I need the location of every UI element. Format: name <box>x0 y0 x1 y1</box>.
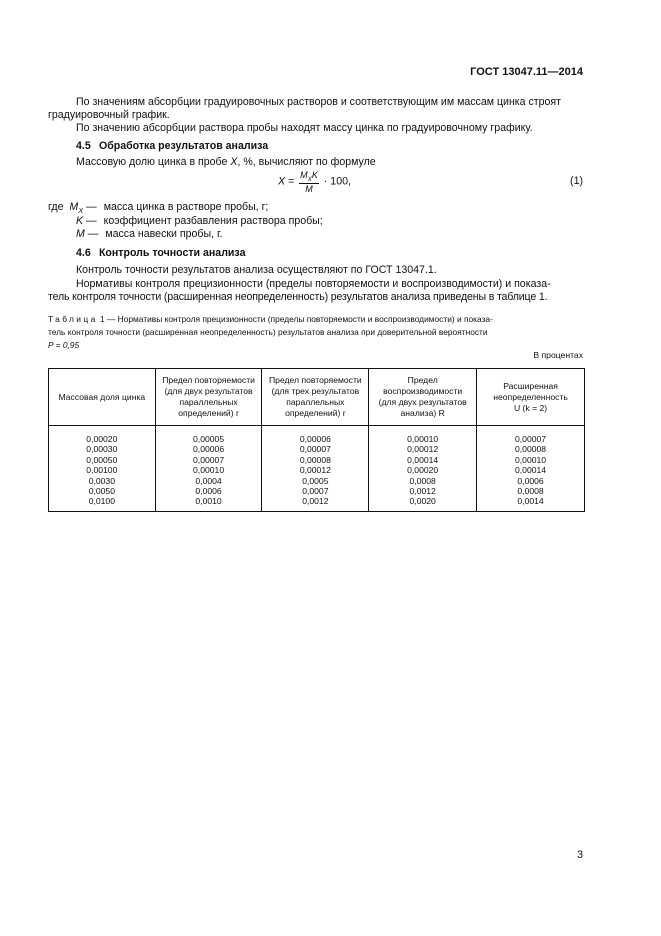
cell-repeatability-two: 0,00005 <box>155 426 262 445</box>
cell-zinc-fraction: 0,0050 <box>49 486 156 496</box>
intro-paragraph-1: По значениям абсорбции градуировочных растворов и соответствующим им массам цинка строят градуировочный график. <box>48 96 562 121</box>
cell-uncertainty: 0,00008 <box>477 444 585 454</box>
cell-zinc-fraction: 0,00050 <box>49 455 156 465</box>
formula-numerator: $M_XK$ <box>300 170 318 183</box>
formula-intro-before: Массовую долю цинка в пробе <box>76 156 231 168</box>
section-4-6-paragraph-2-line-1: Нормативы контроля прецизионности (пределы повторяемости и воспроизводимости) и показа- <box>76 278 551 290</box>
cell-repeatability-two: 0,00007 <box>155 455 262 465</box>
formula-tail: · 100, <box>323 175 351 188</box>
page-number: 3 <box>577 849 583 861</box>
formula-denominator: M <box>305 183 313 194</box>
table-row <box>49 496 585 511</box>
table-caption-label: Таблица <box>48 314 98 324</box>
definition-symbol: M <box>76 228 85 240</box>
table-1-caption <box>48 313 583 352</box>
formula-1 <box>278 170 351 194</box>
section-number: 4.5 <box>76 140 91 152</box>
cell-uncertainty: 0,00014 <box>477 465 585 475</box>
cell-repeatability-two: 0,00006 <box>155 444 262 454</box>
cell-zinc-fraction: 0,00100 <box>49 465 156 475</box>
cell-reproducibility: 0,00014 <box>369 455 477 465</box>
cell-zinc-fraction: 0,0100 <box>49 496 156 511</box>
cell-repeatability-two: 0,0006 <box>155 486 262 496</box>
intro-paragraph-2: По значению абсорбции раствора пробы находят массу цинка по градуировочному графику. <box>76 122 533 134</box>
cell-zinc-fraction: 0,00030 <box>49 444 156 454</box>
formula-lhs: X = <box>278 175 295 188</box>
column-header-reproducibility: Предел воспроизводимости (для двух результатов анализа) R <box>369 369 477 426</box>
table-caption-number: 1 <box>99 314 105 324</box>
cell-uncertainty: 0,0008 <box>477 486 585 496</box>
cell-zinc-fraction: 0,00020 <box>49 426 156 445</box>
cell-reproducibility: 0,00010 <box>369 426 477 445</box>
definition-row <box>48 201 268 215</box>
cell-uncertainty: 0,00010 <box>477 455 585 465</box>
definition-dash: — <box>87 228 99 240</box>
cell-repeatability-three: 0,00006 <box>262 426 369 445</box>
section-title: Обработка результатов анализа <box>98 140 269 152</box>
cell-repeatability-three: 0,0005 <box>262 476 369 486</box>
definition-symbol: K <box>76 215 84 227</box>
table-row <box>49 476 585 486</box>
table-row <box>49 426 585 445</box>
table-body <box>49 426 585 512</box>
formula-intro-variable: X <box>230 156 238 168</box>
section-number: 4.6 <box>76 247 91 259</box>
cell-repeatability-three: 0,00012 <box>262 465 369 475</box>
document-standard-number: ГОСТ 13047.11—2014 <box>470 66 583 78</box>
cell-repeatability-two: 0,00010 <box>155 465 262 475</box>
section-4-6-heading <box>76 247 245 259</box>
definition-text: масса навески пробы, г. <box>105 228 223 240</box>
section-title: Контроль точности анализа <box>98 247 246 259</box>
table-header-row <box>49 369 585 426</box>
cell-repeatability-three: 0,00007 <box>262 444 369 454</box>
cell-reproducibility: 0,00012 <box>369 444 477 454</box>
definition-row <box>76 215 323 227</box>
where-label: где <box>48 201 64 213</box>
cell-reproducibility: 0,0012 <box>369 486 477 496</box>
column-header-zinc-fraction: Массовая доля цинка <box>49 369 156 426</box>
cell-repeatability-three: 0,00008 <box>262 455 369 465</box>
table-caption-line-3: P = 0,95 <box>48 340 80 350</box>
formula-fraction <box>299 170 319 194</box>
table-row <box>49 455 585 465</box>
formula-intro-after: , %, вычисляют по формуле <box>237 156 376 168</box>
column-header-repeatability-three: Предел повторяемости (для трех результатов параллельных определений) r <box>262 369 369 426</box>
table-caption-line-1: — Нормативы контроля прецизионности (пределы повторяемости и воспроизводимости) и показа- <box>106 314 493 324</box>
formula-intro-text <box>76 156 376 169</box>
definition-symbol: $M_X$ <box>69 201 84 216</box>
table-row <box>49 444 585 454</box>
section-4-6-paragraph-1: Контроль точности результатов анализа осуществляют по ГОСТ 13047.1. <box>76 264 437 276</box>
formula-number: (1) <box>570 175 583 187</box>
cell-repeatability-two: 0,0004 <box>155 476 262 486</box>
section-4-6-paragraph-2-line-2: тель контроля точности (расширенная неопределенность) результатов анализа приведены в таблице 1. <box>48 291 548 303</box>
table-row <box>49 465 585 475</box>
table-caption-line-2: тель контроля точности (расширенная неопределенность) результатов анализа при доверительной вероятности <box>48 327 488 337</box>
table-row <box>49 486 585 496</box>
cell-reproducibility: 0,0008 <box>369 476 477 486</box>
cell-repeatability-two: 0,0010 <box>155 496 262 511</box>
cell-uncertainty: 0,0014 <box>477 496 585 511</box>
cell-repeatability-three: 0,0012 <box>262 496 369 511</box>
definition-dash: — <box>86 215 97 227</box>
definition-dash: — <box>86 201 97 213</box>
definition-text: коэффициент разбавления раствора пробы; <box>103 215 323 227</box>
definition-row <box>76 228 222 240</box>
cell-reproducibility: 0,0020 <box>369 496 477 511</box>
cell-uncertainty: 0,00007 <box>477 426 585 445</box>
cell-repeatability-three: 0,0007 <box>262 486 369 496</box>
column-header-uncertainty: Расширенная неопределенность U (k = 2) <box>477 369 585 426</box>
table-units-note: В процентах <box>533 350 583 360</box>
cell-zinc-fraction: 0,0030 <box>49 476 156 486</box>
column-header-repeatability-two: Предел повторяемости (для двух результатов параллельных определений) r <box>155 369 262 426</box>
cell-uncertainty: 0,0006 <box>477 476 585 486</box>
precision-norms-table <box>48 368 585 512</box>
cell-reproducibility: 0,00020 <box>369 465 477 475</box>
section-4-5-heading <box>76 140 268 152</box>
definition-text: масса цинка в растворе пробы, г; <box>103 201 269 213</box>
